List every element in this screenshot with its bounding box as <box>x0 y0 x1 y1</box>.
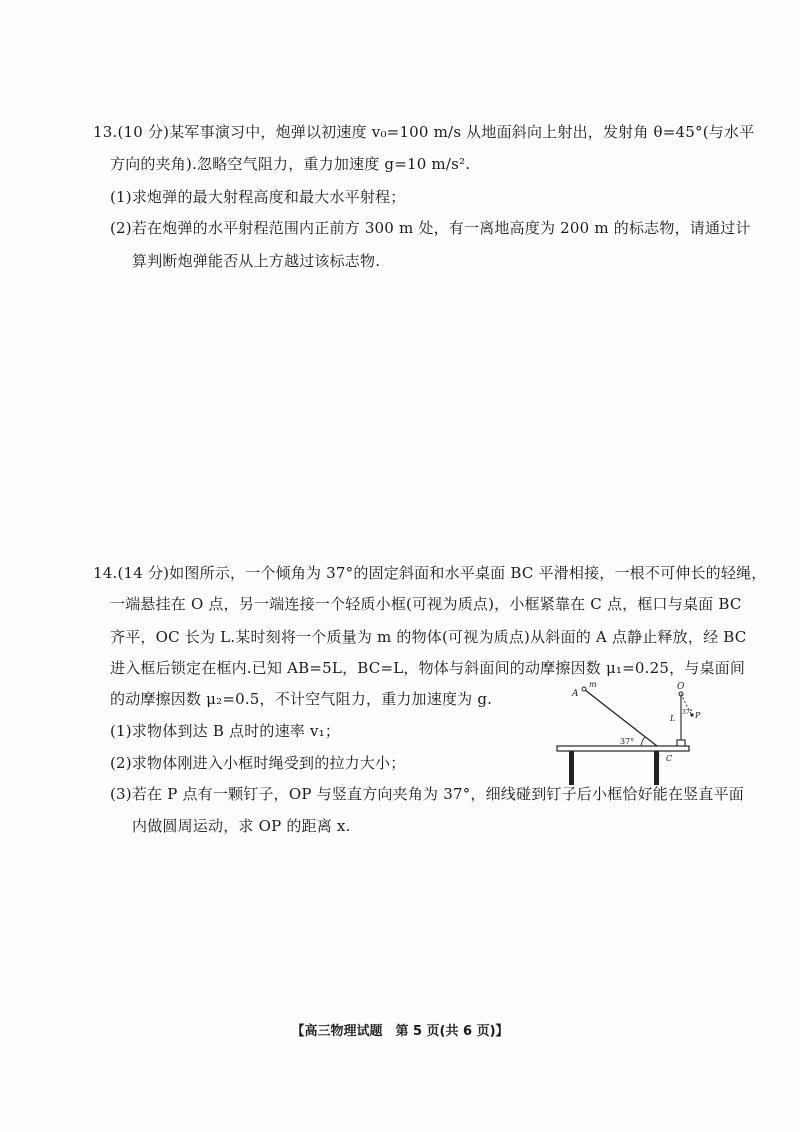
incline-table-figure <box>555 680 710 790</box>
q14-line-2: 一端悬挂在 O 点，另一端连接一个轻质小框(可视为质点)，小框紧靠在 C 点，框口与桌面 BC <box>110 595 742 613</box>
small-frame <box>677 740 685 746</box>
q13-line-2: 方向的夹角).忽略空气阻力，重力加速度 g=10 m/s². <box>110 155 471 173</box>
q14-line-9: 内做圆周运动，求 OP 的距离 x. <box>132 817 351 835</box>
label-37-rope: 37° <box>682 709 693 716</box>
table-leg-left <box>569 751 574 785</box>
table-top <box>557 746 689 751</box>
label-o: O <box>677 682 685 692</box>
label-b: B <box>654 753 660 762</box>
q13-line-1: 13.(10 分)某军事演习中，炮弹以初速度 v₀=100 m/s 从地面斜向上射出，发射角 θ=45°(与水平 <box>93 123 755 141</box>
q14-line-3: 齐平，OC 长为 L.某时刻将一个质量为 m 的物体(可视为质点)从斜面的 A 点静止释放，经 BC <box>110 628 747 646</box>
q13-line-3: (1)求炮弹的最大射程高度和最大水平射程； <box>110 188 406 206</box>
slope-angle-arc <box>641 737 645 746</box>
label-m: m <box>589 680 597 689</box>
label-c: C <box>666 754 673 763</box>
q14-line-4: 进入框后锁定在框内.已知 AB=5L，BC=L，物体与斜面间的动摩擦因数 μ₁=0.25，与桌面间 <box>110 659 746 677</box>
q14-line-8: (3)若在 P 点有一颗钉子，OP 与竖直方向夹角为 37°，细线碰到钉子后小框恰好能在竖直平面 <box>110 785 744 803</box>
label-p: P <box>695 711 701 720</box>
label-l: L <box>670 714 676 723</box>
label-a: A <box>572 689 579 699</box>
q14-line-6: (1)求物体到达 B 点时的速率 v₁； <box>110 722 341 740</box>
q14-line-7: (2)求物体刚进入小框时绳受到的拉力大小； <box>110 754 406 772</box>
q14-line-1: 14.(14 分)如图所示，一个倾角为 37°的固定斜面和水平桌面 BC 平滑相接，一根不可伸长的轻绳， <box>93 564 767 582</box>
page-footer: 【高三物理试题 第 5 页(共 6 页)】 <box>291 1024 509 1039</box>
q13-line-5: 算判断炮弹能否从上方越过该标志物. <box>132 252 381 270</box>
q13-line-4: (2)若在炮弹的水平射程范围内正前方 300 m 处，有一离地高度为 200 m 的标志物，请通过计 <box>110 219 751 237</box>
q14-line-5: 的动摩擦因数 μ₂=0.5，不计空气阻力，重力加速度为 g. <box>110 690 493 708</box>
label-37-slope: 37° <box>620 737 635 746</box>
object-m <box>582 687 586 691</box>
